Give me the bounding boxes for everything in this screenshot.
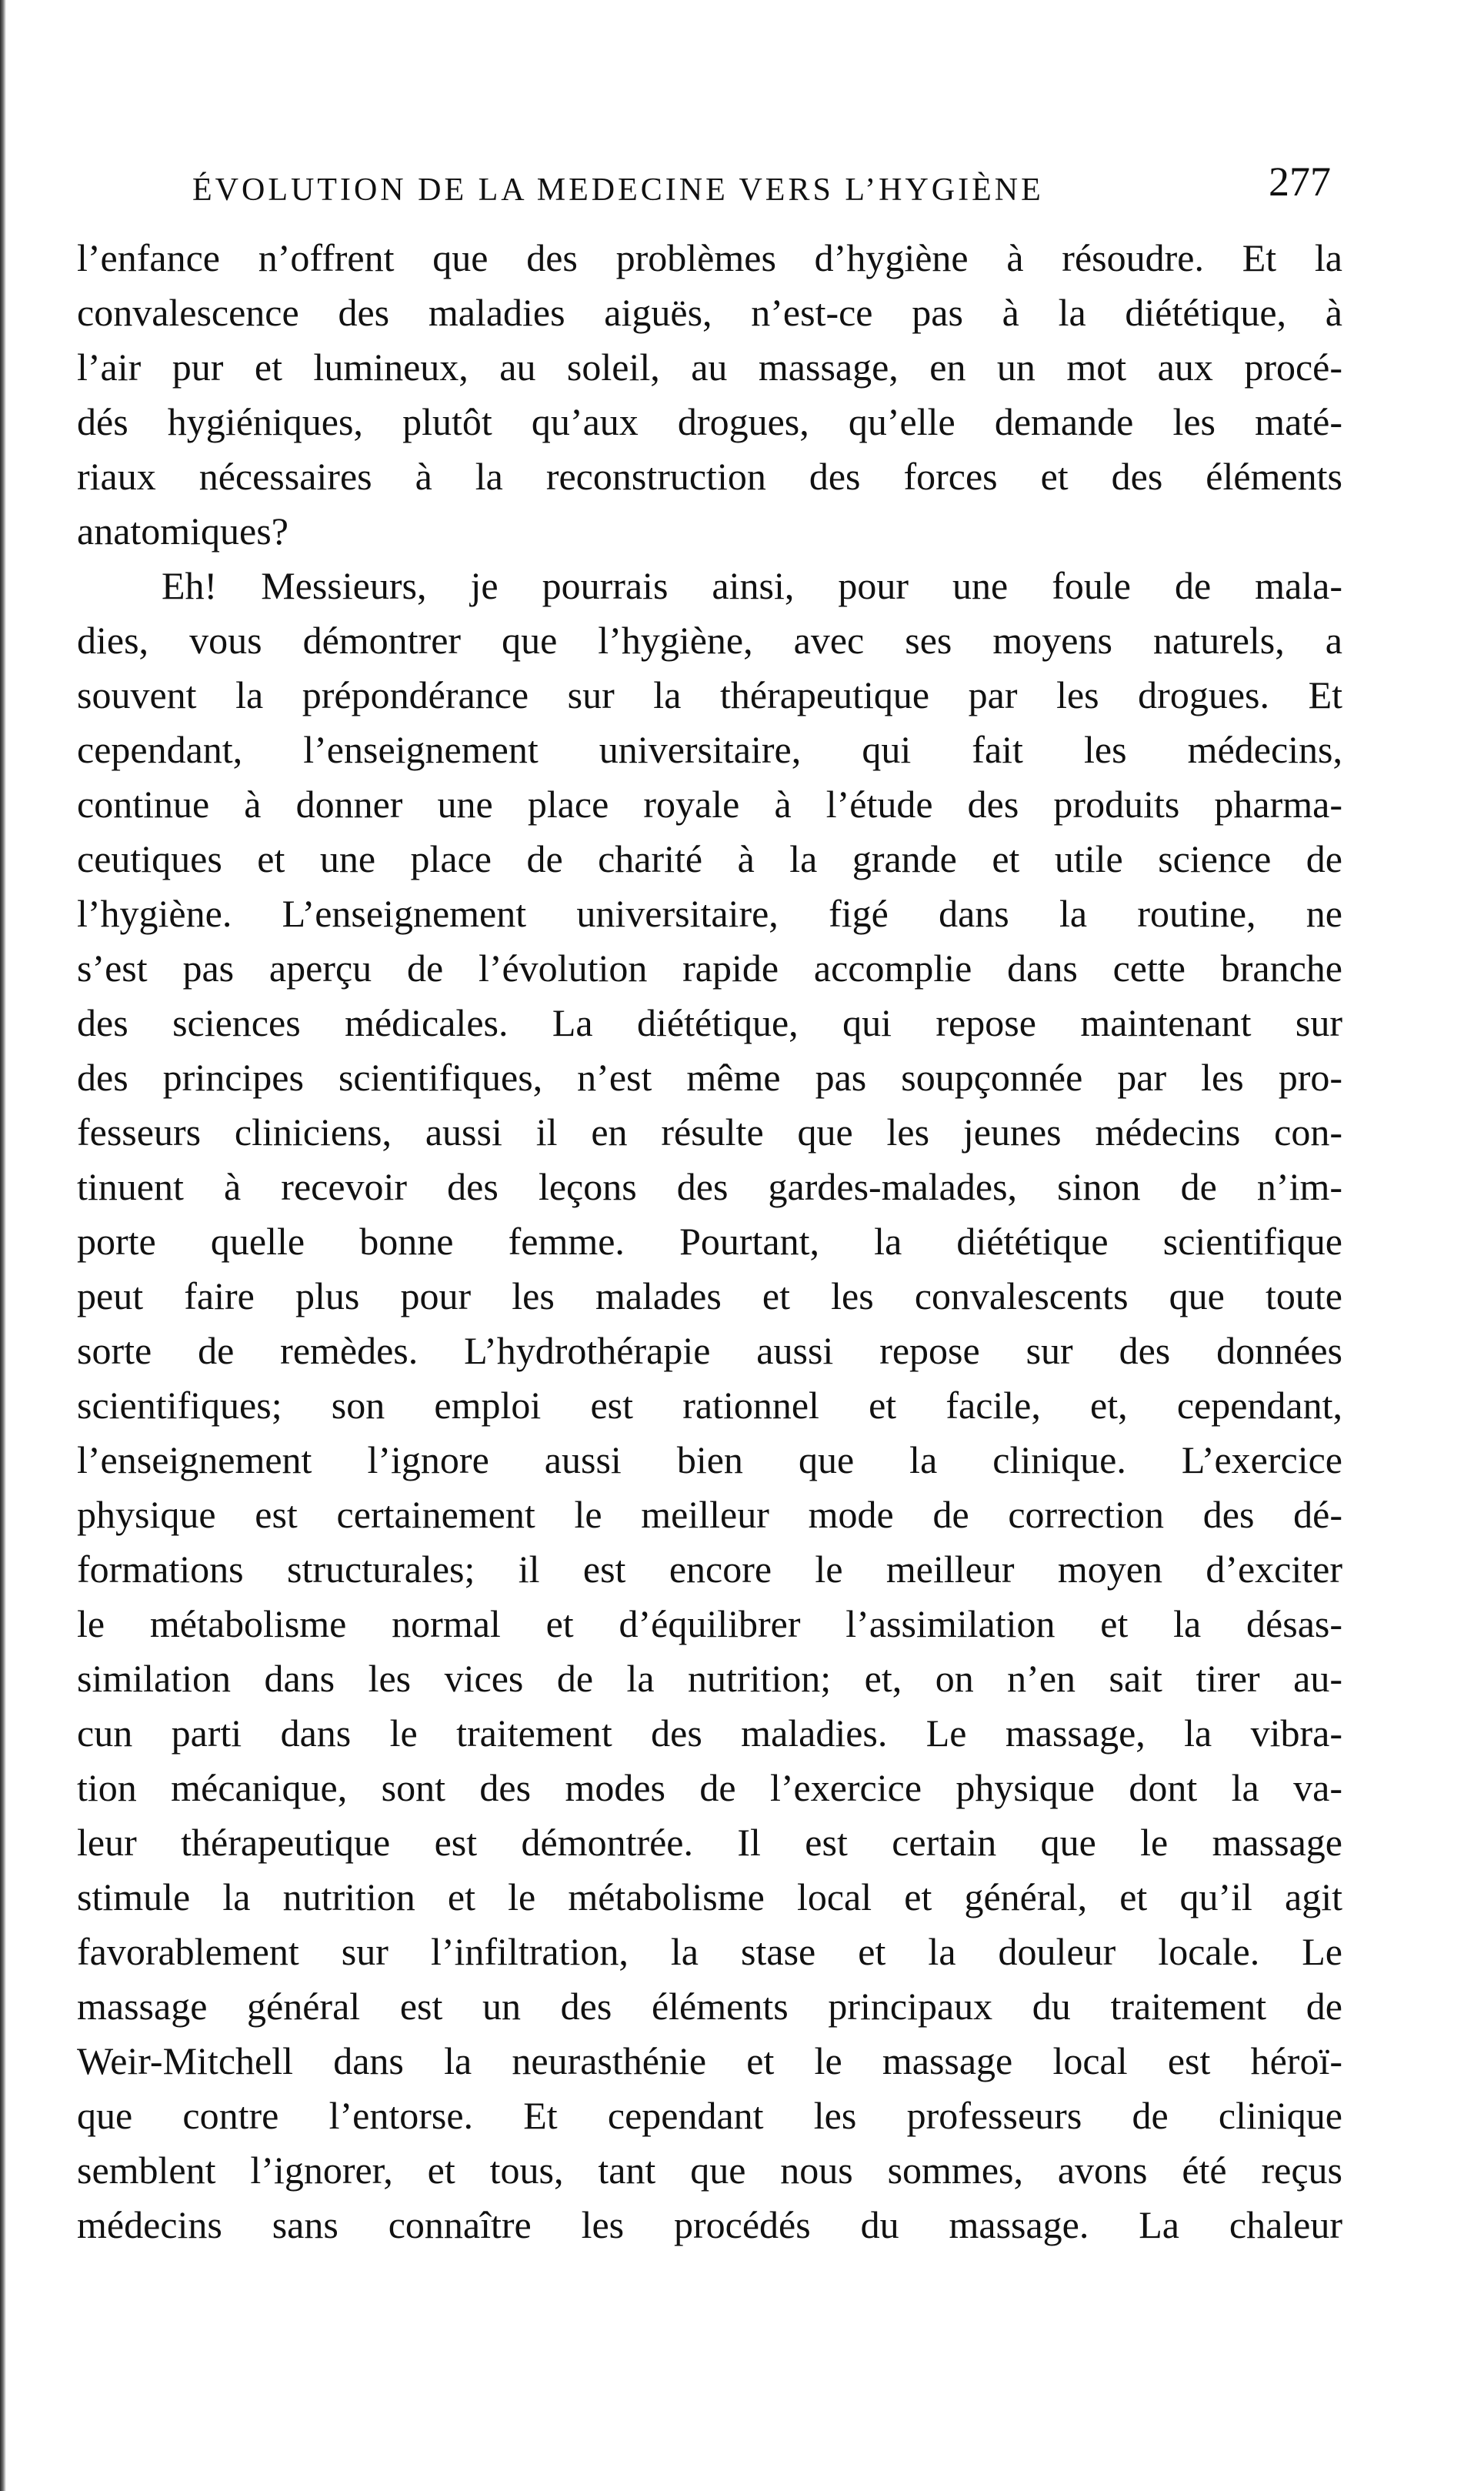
- text-line: fesseurs cliniciens, aussi il en résulte que les jeunes médecins con-: [77, 1110, 1342, 1154]
- text-line: tinuent à recevoir des leçons des gardes-malades, sinon de n’im-: [77, 1165, 1342, 1208]
- text-line: sorte de remèdes. L’hydrothérapie aussi repose sur des données: [77, 1329, 1342, 1372]
- text-line: leur thérapeutique est démontrée. Il est certain que le massage: [77, 1821, 1342, 1864]
- text-line: anatomiques?: [77, 509, 288, 553]
- text-line: similation dans les vices de la nutrition; et, on n’en sait tirer au-: [77, 1657, 1342, 1700]
- text-line: souvent la prépondérance sur la thérapeutique par les drogues. Et: [77, 673, 1342, 716]
- page-number: 277: [1269, 159, 1331, 205]
- scan-page-edge: [0, 0, 6, 2491]
- text-line: massage général est un des éléments principaux du traitement de: [77, 1985, 1342, 2028]
- text-line: Eh! Messieurs, je pourrais ainsi, pour une foule de mala-: [162, 564, 1342, 607]
- text-line: des principes scientifiques, n’est même pas soupçonnée par les pro-: [77, 1056, 1342, 1099]
- text-line: s’est pas aperçu de l’évolution rapide accomplie dans cette branche: [77, 947, 1342, 990]
- text-line: Weir-Mitchell dans la neurasthénie et le massage local est héroï-: [77, 2039, 1342, 2082]
- text-line: l’air pur et lumineux, au soleil, au massage, en un mot aux procé-: [77, 346, 1342, 389]
- text-line: scientifiques; son emploi est rationnel et facile, et, cependant,: [77, 1384, 1342, 1427]
- text-line: favorablement sur l’infiltration, la stase et la douleur locale. Le: [77, 1930, 1342, 1973]
- text-line: tion mécanique, sont des modes de l’exercice physique dont la va-: [77, 1766, 1342, 1809]
- text-line: que contre l’entorse. Et cependant les professeurs de clinique: [77, 2094, 1342, 2137]
- text-line: des sciences médicales. La diététique, qui repose maintenant sur: [77, 1001, 1342, 1044]
- text-line: dés hygiéniques, plutôt qu’aux drogues, qu’elle demande les maté-: [77, 400, 1342, 443]
- text-line: peut faire plus pour les malades et les convalescents que toute: [77, 1274, 1342, 1317]
- text-line: semblent l’ignorer, et tous, tant que nous sommes, avons été reçus: [77, 2149, 1342, 2192]
- body-text: [77, 231, 1342, 2252]
- text-line: l’enseignement l’ignore aussi bien que la clinique. L’exercice: [77, 1438, 1342, 1481]
- text-line: physique est certainement le meilleur mode de correction des dé-: [77, 1493, 1342, 1536]
- text-line: l’hygiène. L’enseignement universitaire, figé dans la routine, ne: [77, 892, 1342, 935]
- text-line: le métabolisme normal et d’équilibrer l’assimilation et la désas-: [77, 1602, 1342, 1645]
- text-line: cun parti dans le traitement des maladies. Le massage, la vibra-: [77, 1711, 1342, 1755]
- text-line: dies, vous démontrer que l’hygiène, avec ses moyens naturels, a: [77, 619, 1342, 662]
- text-line: riaux nécessaires à la reconstruction des forces et des éléments: [77, 455, 1342, 498]
- text-line: médecins sans connaître les procédés du massage. La chaleur: [77, 2203, 1342, 2246]
- text-line: ceutiques et une place de charité à la grande et utile science de: [77, 837, 1342, 880]
- text-line: cependant, l’enseignement universitaire, qui fait les médecins,: [77, 728, 1342, 771]
- text-line: convalescence des maladies aiguës, n’est-ce pas à la diététique, à: [77, 291, 1342, 334]
- text-line: porte quelle bonne femme. Pourtant, la diététique scientifique: [77, 1220, 1342, 1263]
- text-line: stimule la nutrition et le métabolisme local et général, et qu’il agit: [77, 1875, 1342, 1918]
- text-line: continue à donner une place royale à l’étude des produits pharma-: [77, 783, 1342, 826]
- running-head: ÉVOLUTION DE LA MEDECINE VERS L’HYGIÈNE: [192, 172, 1044, 208]
- text-line: l’enfance n’offrent que des problèmes d’hygiène à résoudre. Et la: [77, 236, 1342, 279]
- text-line: formations structurales; il est encore le meilleur moyen d’exciter: [77, 1548, 1342, 1591]
- page-header: [192, 158, 1331, 219]
